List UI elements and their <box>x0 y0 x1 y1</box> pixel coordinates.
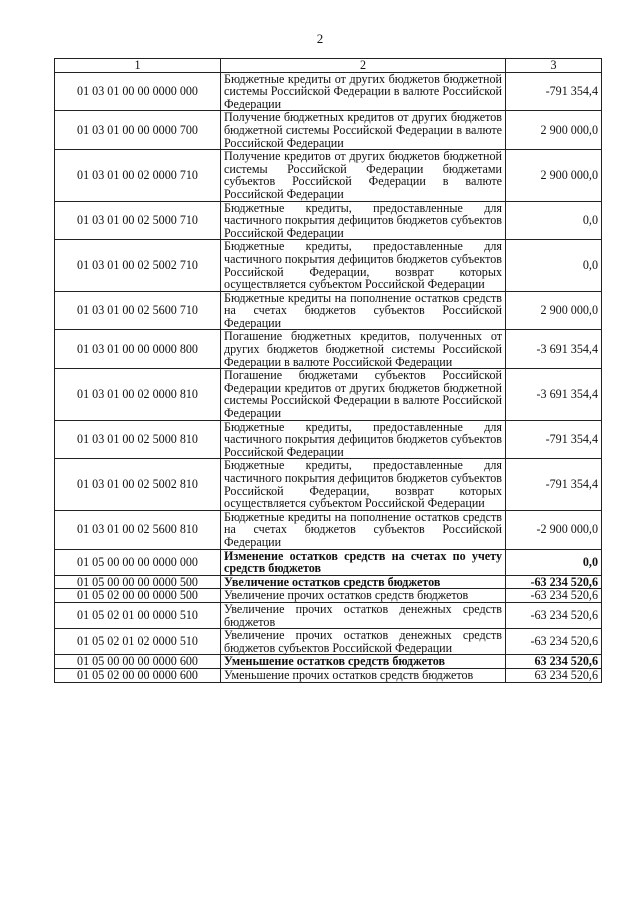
row-amount: 0,0 <box>506 201 602 240</box>
column-header-amount: 3 <box>506 59 602 73</box>
table-row <box>55 420 602 459</box>
row-name: Бюджетные кредиты на пополнение остатков средств на счетах бюджетов субъектов Российской Федерации <box>221 510 506 549</box>
row-name: Получение бюджетных кредитов от других бюджетов бюджетной системы Российской Федерации в валюте Российской Федерации <box>221 111 506 150</box>
row-name: Увеличение остатков средств бюджетов <box>221 575 506 589</box>
column-header-code: 1 <box>55 59 221 73</box>
table-row <box>55 510 602 549</box>
budget-sources-table <box>54 58 602 683</box>
page-number: 2 <box>316 31 324 46</box>
row-amount: -3 691 354,4 <box>506 369 602 420</box>
row-code: 01 03 01 00 02 0000 710 <box>55 150 221 201</box>
table-header-row <box>55 59 602 73</box>
table-row <box>55 201 602 240</box>
row-name: Погашение бюджетами субъектов Российской Федерации кредитов от других бюджетов бюджетной системы Российской Федерации в валюте Российской Федерации <box>221 369 506 420</box>
row-name: Бюджетные кредиты, предоставленные для частичного покрытия дефицитов бюджетов субъектов Российской Федерации, возврат которых осуществляется субъектом Российской Федерации <box>221 240 506 291</box>
row-name: Погашение бюджетных кредитов, полученных от других бюджетов бюджетной системы Российской Федерации в валюте Российской Федерации <box>221 330 506 369</box>
row-code: 01 03 01 00 00 0000 800 <box>55 330 221 369</box>
table-row <box>55 240 602 291</box>
table-row <box>55 111 602 150</box>
row-code: 01 05 00 00 00 0000 500 <box>55 575 221 589</box>
row-amount: -2 900 000,0 <box>506 510 602 549</box>
table-row <box>55 629 602 655</box>
row-name: Изменение остатков средств на счетах по учету средств бюджетов <box>221 549 506 575</box>
row-code: 01 03 01 00 00 0000 000 <box>55 72 221 111</box>
table-body <box>55 72 602 682</box>
row-name: Бюджетные кредиты, предоставленные для частичного покрытия дефицитов бюджетов субъектов Российской Федерации, возврат которых осуществляется субъектом Российской Федерации <box>221 459 506 510</box>
table-row <box>55 291 602 330</box>
row-code: 01 03 01 00 02 5600 810 <box>55 510 221 549</box>
row-amount: 0,0 <box>506 549 602 575</box>
row-amount: 63 234 520,6 <box>506 655 602 669</box>
column-header-name: 2 <box>221 59 506 73</box>
table-row <box>55 668 602 682</box>
table-row <box>55 655 602 669</box>
row-name: Бюджетные кредиты от других бюджетов бюджетной системы Российской Федерации в валюте Российской Федерации <box>221 72 506 111</box>
row-code: 01 03 01 00 00 0000 700 <box>55 111 221 150</box>
row-amount: -791 354,4 <box>506 72 602 111</box>
row-code: 01 03 01 00 02 5002 810 <box>55 459 221 510</box>
table-row <box>55 575 602 589</box>
row-name: Уменьшение остатков средств бюджетов <box>221 655 506 669</box>
row-amount: -63 234 520,6 <box>506 602 602 628</box>
table-row <box>55 459 602 510</box>
row-amount: 2 900 000,0 <box>506 150 602 201</box>
table-row <box>55 589 602 603</box>
table-row <box>55 369 602 420</box>
row-name: Бюджетные кредиты на пополнение остатков средств на счетах бюджетов субъектов Российской Федерации <box>221 291 506 330</box>
row-code: 01 05 00 00 00 0000 000 <box>55 549 221 575</box>
row-amount: -63 234 520,6 <box>506 575 602 589</box>
row-name: Увеличение прочих остатков денежных средств бюджетов субъектов Российской Федерации <box>221 629 506 655</box>
row-code: 01 03 01 00 02 0000 810 <box>55 369 221 420</box>
row-amount: 63 234 520,6 <box>506 668 602 682</box>
table-row <box>55 549 602 575</box>
row-code: 01 05 02 00 00 0000 600 <box>55 668 221 682</box>
row-name: Увеличение прочих остатков средств бюджетов <box>221 589 506 603</box>
row-name: Получение кредитов от других бюджетов бюджетной системы Российской Федерации бюджетами субъектов Российской Федерации в валюте Российской Федерации <box>221 150 506 201</box>
table-row <box>55 602 602 628</box>
row-amount: -791 354,4 <box>506 420 602 459</box>
row-code: 01 03 01 00 02 5600 710 <box>55 291 221 330</box>
table-row <box>55 330 602 369</box>
row-code: 01 03 01 00 02 5000 810 <box>55 420 221 459</box>
row-code: 01 05 02 01 00 0000 510 <box>55 602 221 628</box>
row-code: 01 05 02 01 02 0000 510 <box>55 629 221 655</box>
row-name: Бюджетные кредиты, предоставленные для частичного покрытия дефицитов бюджетов субъектов Российской Федерации <box>221 420 506 459</box>
table-row <box>55 72 602 111</box>
row-name: Увеличение прочих остатков денежных средств бюджетов <box>221 602 506 628</box>
row-name: Уменьшение прочих остатков средств бюджетов <box>221 668 506 682</box>
row-code: 01 05 00 00 00 0000 600 <box>55 655 221 669</box>
table-row <box>55 150 602 201</box>
row-amount: 2 900 000,0 <box>506 291 602 330</box>
row-amount: -3 691 354,4 <box>506 330 602 369</box>
row-amount: -63 234 520,6 <box>506 589 602 603</box>
row-name: Бюджетные кредиты, предоставленные для частичного покрытия дефицитов бюджетов субъектов Российской Федерации <box>221 201 506 240</box>
row-code: 01 05 02 00 00 0000 500 <box>55 589 221 603</box>
row-amount: -63 234 520,6 <box>506 629 602 655</box>
row-code: 01 03 01 00 02 5002 710 <box>55 240 221 291</box>
row-amount: 2 900 000,0 <box>506 111 602 150</box>
row-amount: 0,0 <box>506 240 602 291</box>
row-code: 01 03 01 00 02 5000 710 <box>55 201 221 240</box>
row-amount: -791 354,4 <box>506 459 602 510</box>
